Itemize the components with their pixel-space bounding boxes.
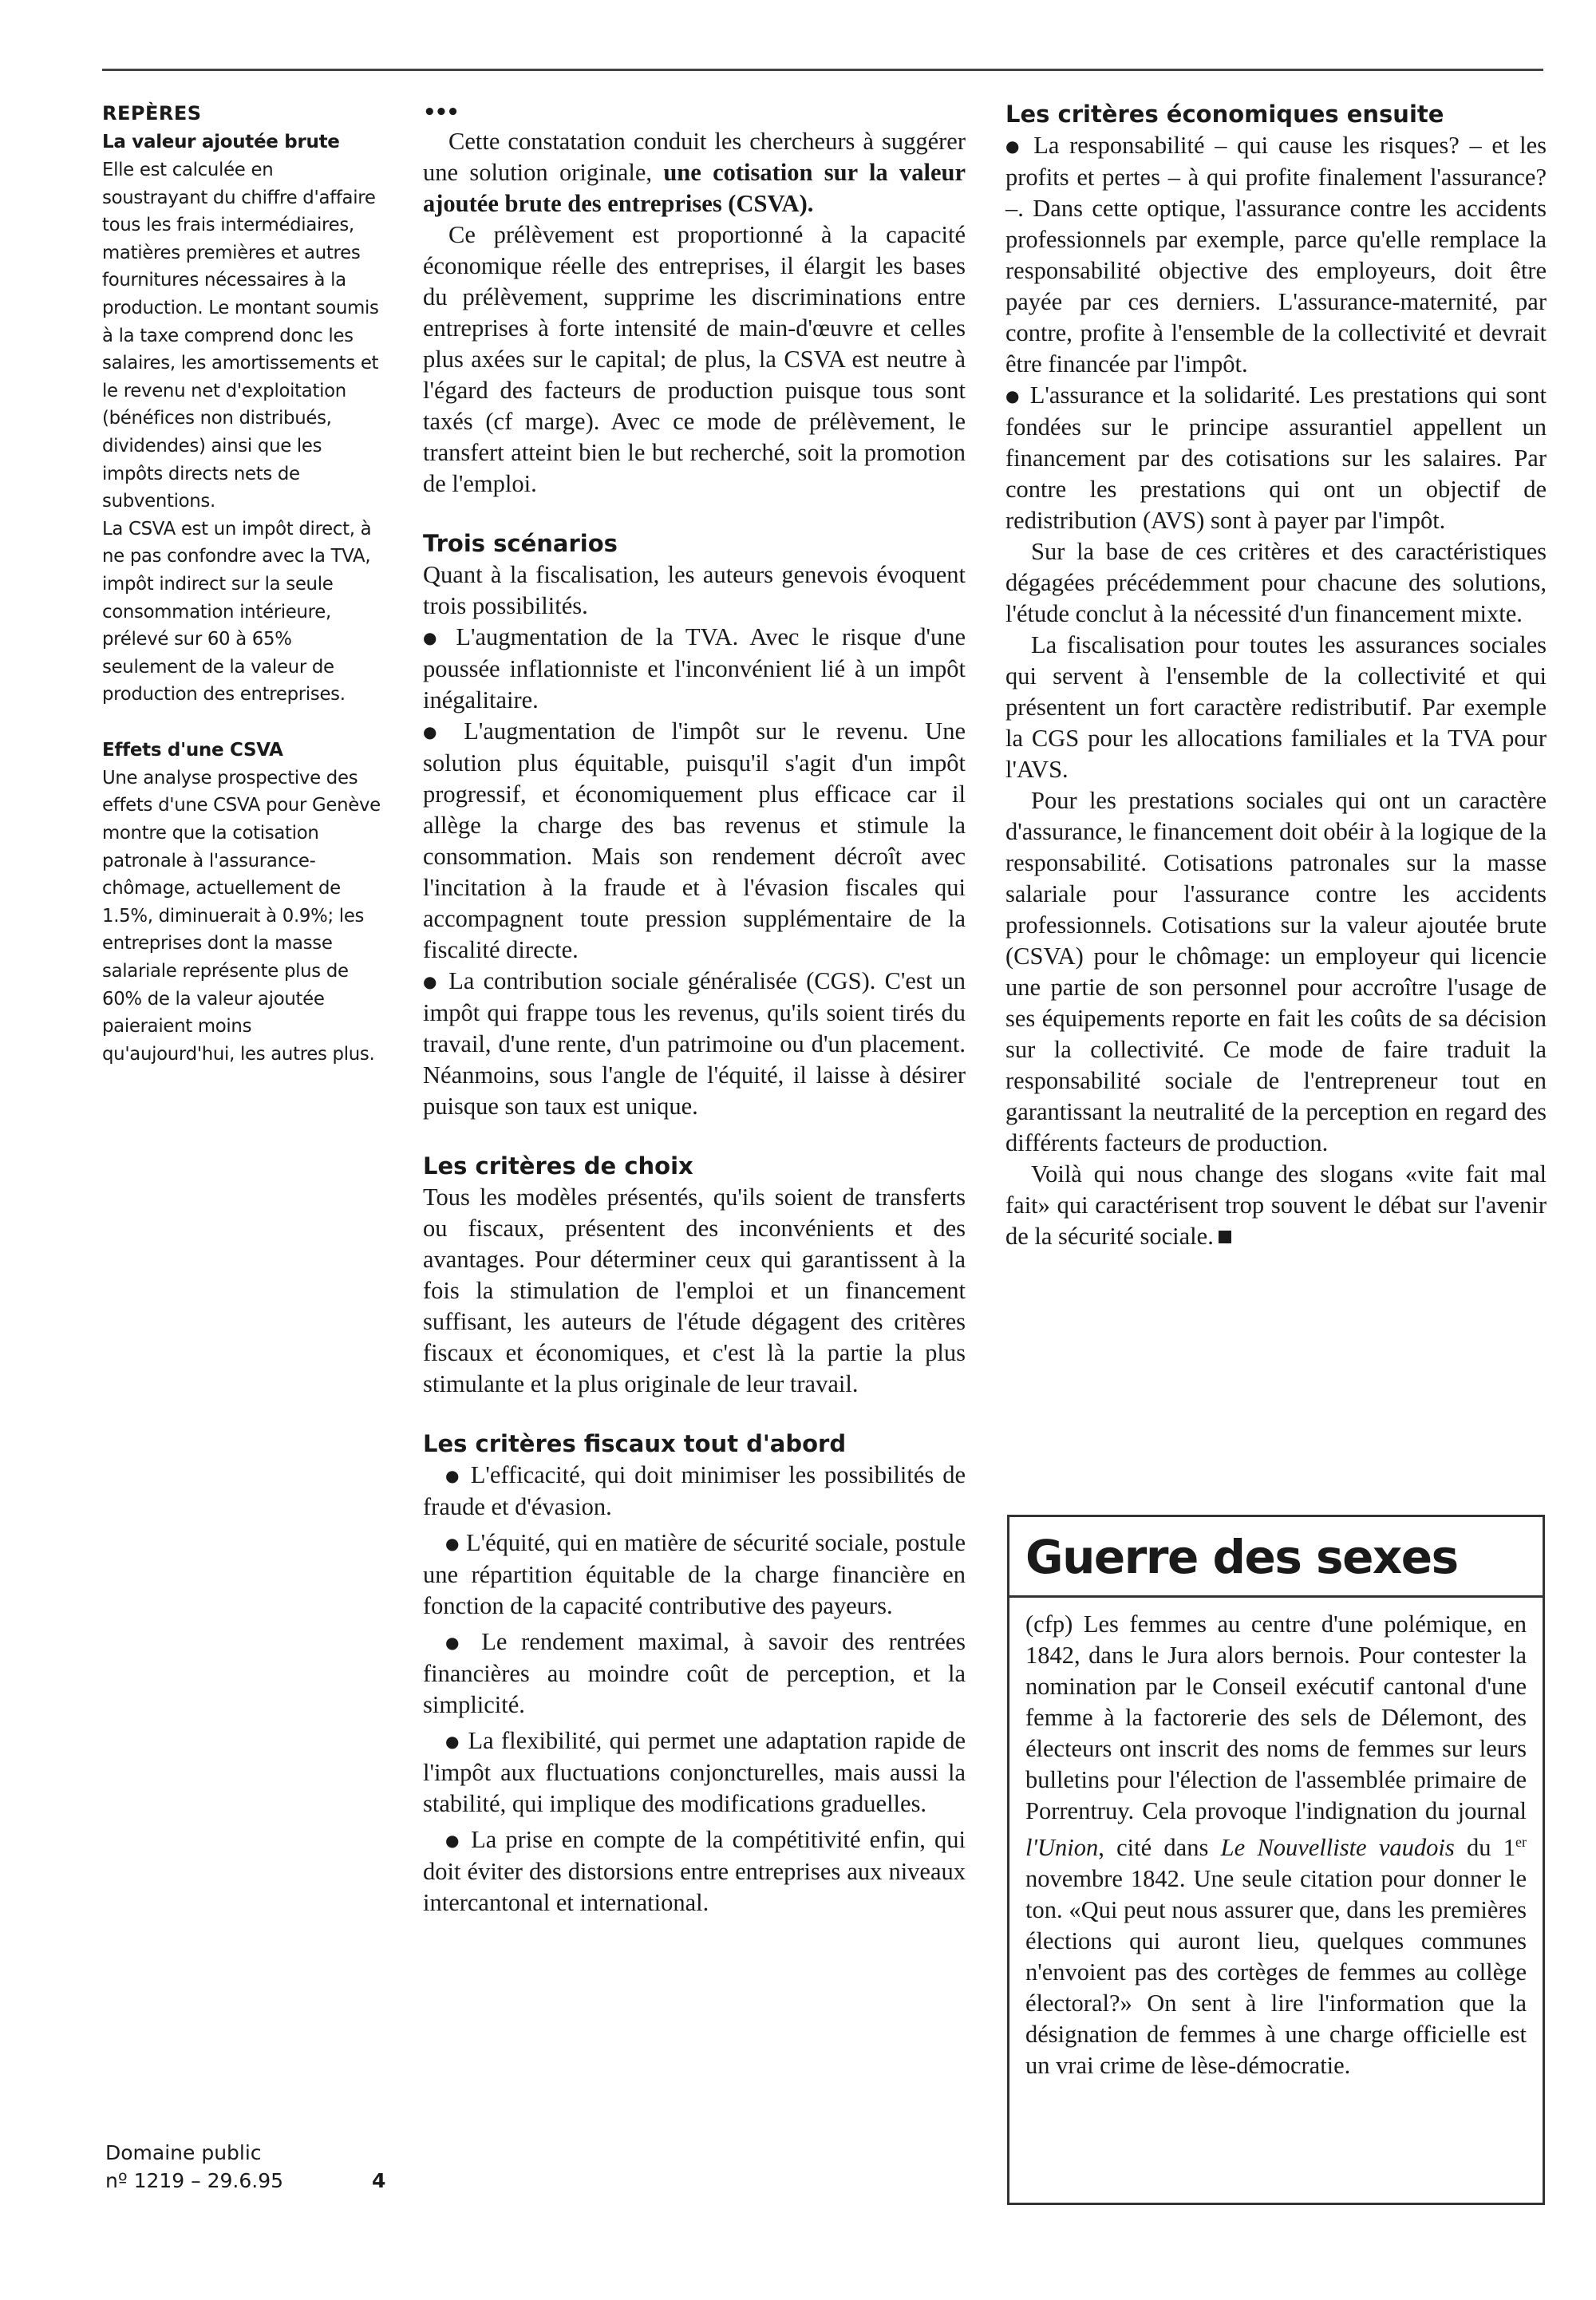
- page-number: 4: [372, 2169, 386, 2192]
- margin-section-title: Effets d'une CSVA: [102, 739, 283, 761]
- sidebar-article-box: [1007, 1515, 1545, 2205]
- bullet-item: ● L'assurance et la solidarité. Les prestations qui sont fondées sur le principe assurantiel appellent un financement par des cotisations sur les salaires. Par contre les prestations qui ont un objectif de redistribution (AVS) sont à payer par l'impôt.: [1005, 381, 1547, 534]
- paragraph: Pour les prestations sociales qui ont un caractère d'assurance, le financement doit obéir à la logique de la responsabilité. Cotisations patronales sur la masse salariale pour l'assurance contre les accidents professionnels. Cotisations sur la valeur ajoutée brute (CSVA) pour le chômage: un employeur qui licencie une partie de son personnel pour accroître l'usage de ses équipements reporte en fait les coûts de sa décision sur la collectivité. Ce mode de faire traduit la responsabilité sociale de l'entrepreneur tout en garantissant la neutralité de la perception en regard des différents facteurs de production.: [1005, 787, 1547, 1156]
- top-rule: [102, 69, 1543, 71]
- margin-paragraph: Elle est calculée en soustrayant du chiffre d'affaire tous les frais intermédiaires, matières premières et autres fournitures nécessaires à la production. Le montant soumis à la taxe comprend donc les salaires, les amortissements et le revenu net d'exploitation (bénéfices non distribués, dividendes) ainsi que les impôts directs nets de subventions.: [102, 160, 379, 512]
- paragraph: Ce prélèvement est proportionné à la capacité économique réelle des entreprises, il élargit les bases du prélèvement, supprime les discriminations entre entreprises à forte intensité de main-d'œuvre et celles plus axées sur le capital; de plus, la CSVA est neutre à l'égard des facteurs de production puisque tous sont taxés (cf marge). Avec ce mode de prélèvement, le transfert atteint bien le but recherché, soit la promotion de l'emploi.: [423, 221, 966, 497]
- bullet-item: ● L'augmentation de la TVA. Avec le risque d'une poussée inflationniste et l'inconvénient lié à un impôt inégalitaire.: [423, 623, 966, 713]
- bullet-icon: ●: [423, 628, 444, 647]
- bullet-icon: ●: [445, 1466, 462, 1485]
- paragraph: Sur la base de ces critères et des caractéristiques dégagées précédemment pour chacune des solutions, l'étude conclut à la nécessité d'un financement mixte.: [1005, 538, 1547, 627]
- publication-name: Domaine public: [105, 2141, 262, 2164]
- bullet-item: ● La prise en compte de la compétitivité enfin, qui doit éviter des distorsions entre entreprises aux niveaux intercantonal et international.: [423, 1826, 966, 1916]
- page-footer: [105, 2139, 283, 2195]
- bullet-item: ● La flexibilité, qui permet une adaptation rapide de l'impôt aux fluctuations conjoncturelles, mais aussi la stabilité, qui implique des modifications graduelles.: [423, 1727, 966, 1817]
- paragraph: Cette constatation conduit les chercheurs à suggérer une solution originale, une cotisation sur la valeur ajoutée brute des entreprises (CSVA).: [423, 128, 966, 217]
- middle-column: [423, 99, 966, 1919]
- bullet-icon: ●: [1005, 386, 1022, 405]
- section-heading: Les critères de choix: [423, 1152, 693, 1180]
- issue-date: nº 1219 – 29.6.95: [105, 2169, 284, 2192]
- continuation-marker: •••: [423, 101, 458, 124]
- margin-column: [102, 99, 381, 1068]
- bullet-item: ● La responsabilité – qui cause les risques? – et les profits et pertes – à qui profite finalement l'assurance? –. Dans cette optique, l'assurance contre les accidents professionnels par exemple, parce qu'elle remplace la responsabilité objective des employeurs, doit être payée par ces derniers. L'assurance-maternité, par contre, profite à l'ensemble de la collectivité et devrait être financée par l'impôt.: [1005, 132, 1547, 377]
- bullet-item: ● L'efficacité, qui doit minimiser les possibilités de fraude et d'évasion.: [423, 1461, 966, 1520]
- bullet-icon: ●: [445, 1831, 462, 1850]
- section-heading: Trois scénarios: [423, 530, 618, 557]
- section-heading: Les critères économiques ensuite: [1005, 101, 1444, 128]
- box-title: Guerre des sexes: [1025, 1530, 1458, 1584]
- margin-paragraph: Une analyse prospective des effets d'une CSVA pour Genève montre que la cotisation patronale à l'assurance-chômage, actuellement de 1.5%, diminuerait à 0.9%; les entreprises dont la masse salariale représente plus de 60% de la valeur ajoutée paieraient moins qu'aujourd'hui, les autres plus.: [102, 767, 381, 1065]
- margin-paragraph: La CSVA est un impôt direct, à ne pas confondre avec la TVA, impôt indirect sur la seule consommation intérieure, prélevé sur 60 à 65% seulement de la valeur de production des entreprises.: [102, 518, 372, 705]
- margin-title: REPÈRES: [102, 102, 202, 124]
- bullet-item: ● Le rendement maximal, à savoir des rentrées financières au moindre coût de perception, et la simplicité.: [423, 1628, 966, 1718]
- bullet-icon: ●: [423, 972, 440, 991]
- end-mark-icon: [1219, 1231, 1231, 1243]
- paragraph: La fiscalisation pour toutes les assurances sociales qui servent à l'ensemble de la collectivité et qui présentent un fort caractère redistributif. Par exemple la CGS pour les allocations familiales et la TVA pour l'AVS.: [1005, 631, 1547, 783]
- paragraph: Voilà qui nous change des slogans «vite fait mal fait» qui caractérisent trop souvent le débat sur l'avenir de la sécurité sociale.: [1005, 1160, 1547, 1250]
- bullet-item: ● L'équité, qui en matière de sécurité sociale, postule une répartition équitable de la charge financière en fonction de la capacité contributive des payeurs.: [423, 1529, 966, 1619]
- bullet-icon: ●: [1005, 136, 1024, 156]
- bullet-icon: ●: [445, 1633, 468, 1652]
- bullet-icon: ●: [445, 1732, 461, 1751]
- box-divider: [1009, 1595, 1543, 1598]
- paragraph: Tous les modèles présentés, qu'ils soient de transferts ou fiscaux, présentent des inconvénients et des avantages. Pour déterminer ceux qui garantissent à la fois la stimulation de l'emploi et un financement suffisant, les auteurs de l'étude dégagent des critères fiscaux et économiques, et c'est là la partie la plus stimulante et la plus originale de leur travail.: [423, 1184, 966, 1397]
- bullet-item: ● La contribution sociale généralisée (CGS). C'est un impôt qui frappe tous les revenus, qu'ils soient tirés du travail, d'une rente, d'un patrimoine ou d'un placement. Néanmoins, sous l'angle de l'équité, il laisse à désirer puisque son taux est unique.: [423, 967, 966, 1120]
- section-heading: Les critères fiscaux tout d'abord: [423, 1430, 847, 1457]
- bullet-icon: ●: [445, 1534, 460, 1553]
- bullet-icon: ●: [423, 722, 448, 741]
- margin-section-title: La valeur ajoutée brute: [102, 132, 340, 152]
- right-column: [1005, 99, 1547, 1252]
- bullet-item: ● L'augmentation de l'impôt sur le revenu. Une solution plus équitable, puisqu'il s'agit d'un impôt progressif, et économiquement plus efficace car il allège la charge des bas revenus et stimule la consommation. Mais son rendement décroît avec l'incitation à la fraude et à l'évasion fiscales qui accompagnent toute pression supplémentaire de la fiscalité directe.: [423, 717, 966, 963]
- paragraph: Quant à la fiscalisation, les auteurs genevois évoquent trois possibilités.: [423, 561, 966, 619]
- box-text: (cfp) Les femmes au centre d'une polémique, en 1842, dans le Jura alors bernois. Pour contester la nomination par le Conseil exécutif cantonal d'une femme à la factorerie des sels de Délemont, des électeurs ont inscrit des noms de femmes sur leurs bulletins pour l'élection de l'assemblée primaire de Porrentruy. Cela provoque l'indignation du journal l'Union, cité dans Le Nouvelliste vaudois du 1er novembre 1842. Une seule citation pour donner le ton. «Qui peut nous assurer que, dans les premières élections qui auront lieu, quelques communes n'envoient pas des cortèges de femmes au collège électoral?» On sent à lire l'information que la désignation de femmes à une charge officielle est un vrai crime de lèse-démocratie.: [1025, 1610, 1527, 2080]
